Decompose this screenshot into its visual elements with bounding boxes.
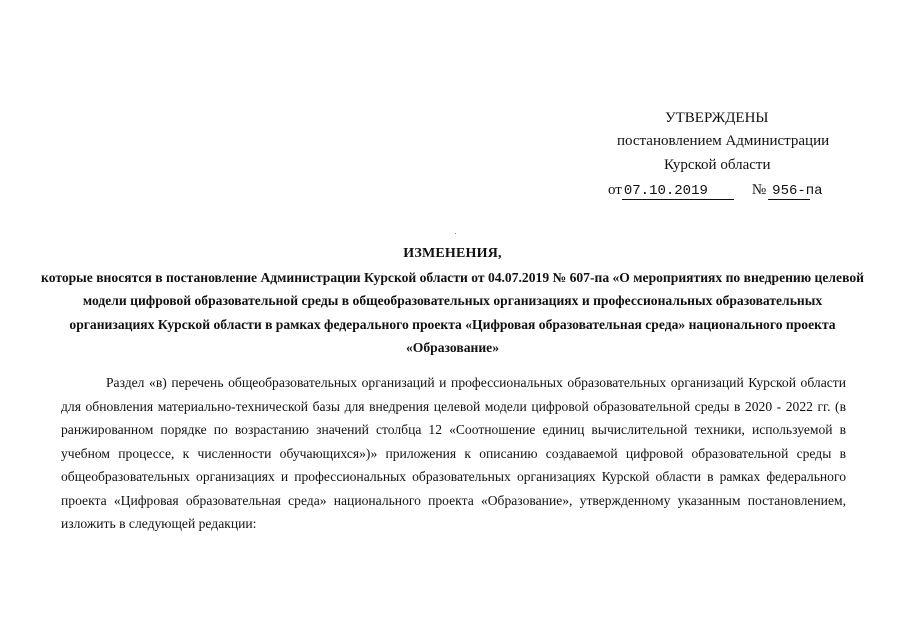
number-label: № <box>751 182 767 198</box>
body-paragraph: Раздел «в) перечень общеобразовательных организаций и профессиональных образовательных организаций Курской области для обновления материально-технической базы для внедрения целевой модели цифровой образовательной среды в 2020 - 2022 гг. (в ранжированном порядке по возрастанию значений столбца 12 «Соотношение единиц вычислительной техники, используемой в учебном процессе, к численности обучающихся»)» приложения к описанию создаваемой цифровой образовательной среды в общеобразовательных организациях и профессиональных образовательных организациях Курской области в рамках федерального проекта «Цифровая образовательная среда» национального проекта «Образование», утвержденному указанным постановлением, изложить в следующей редакции: <box>61 375 846 531</box>
document-heading <box>40 242 865 360</box>
date-prefix: от <box>608 182 622 198</box>
approval-region: Курской области <box>664 157 771 173</box>
scan-speck <box>455 233 456 234</box>
approval-authority: постановлением Администрации <box>617 133 830 149</box>
heading-title: ИЗМЕНЕНИЯ, <box>403 246 502 261</box>
heading-subtitle: которые вносятся в постановление Администрации Курской области от 04.07.2019 № 607-па «О мероприятиях по внедрению целевой модели цифровой образовательной среды в общеобразовательных организациях и профессиональных образовательных организациях Курской области в рамках федерального проекта «Цифровая образовательная среда» национального проекта «Образование» <box>41 269 864 355</box>
approval-date: 07.10.2019 <box>622 184 734 200</box>
approval-stamp-title: УТВЕРЖДЕНЫ <box>665 110 769 126</box>
approval-date-line <box>608 182 823 200</box>
approval-number: 956-па <box>768 184 810 200</box>
